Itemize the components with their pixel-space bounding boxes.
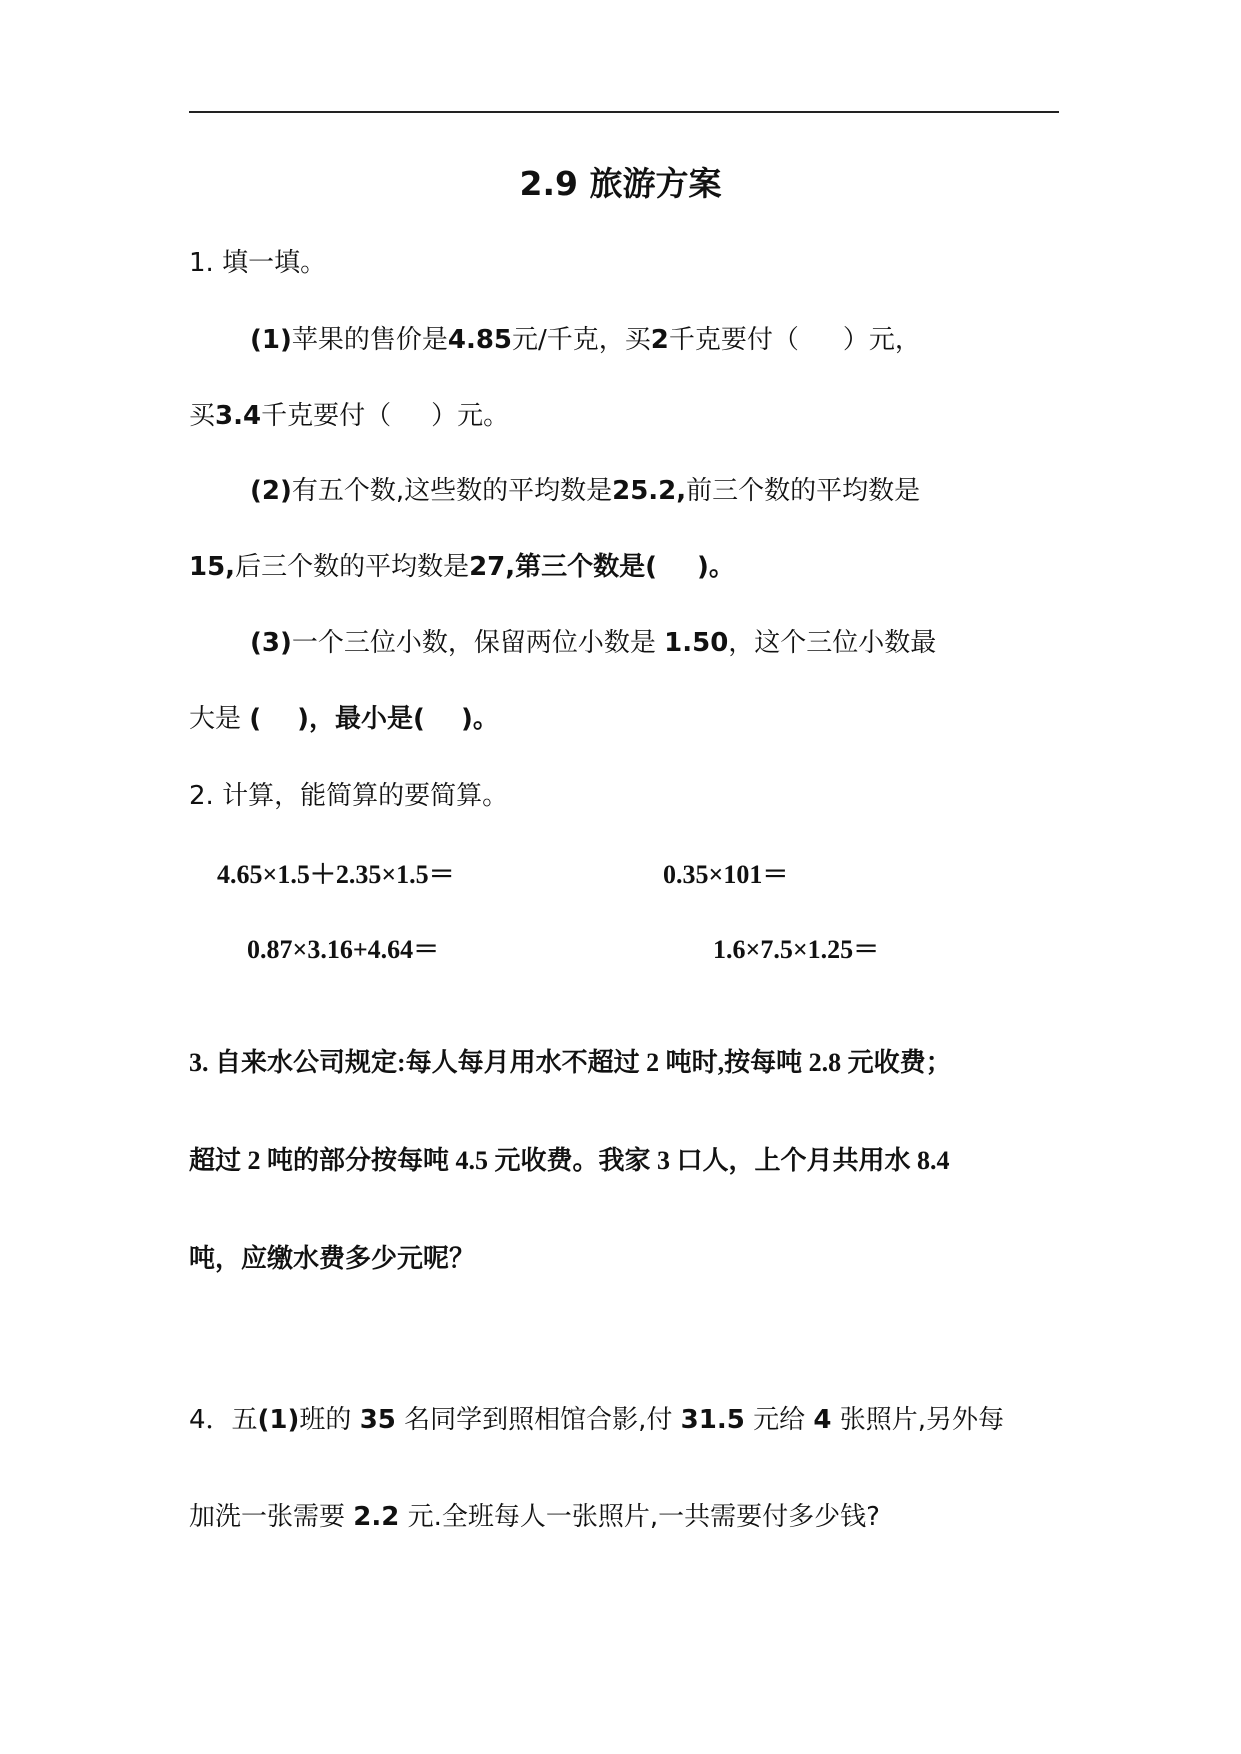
text: 苹果的售价是 — [291, 325, 448, 355]
text: 千克要付（ — [668, 325, 799, 355]
text: 元.全班每人一张照片,一共需要付多少钱? — [407, 1502, 880, 1532]
text: 名同学到照相馆合影,付 — [404, 1405, 673, 1435]
number: 31.5 — [680, 1405, 745, 1435]
q1-item2-line2 — [189, 550, 735, 584]
number: 4 — [813, 1405, 832, 1435]
text: )。 — [697, 552, 735, 582]
text: 张照片,另外每 — [839, 1405, 1004, 1435]
text: )。 — [460, 704, 499, 734]
q1-item3-line1 — [250, 626, 936, 660]
q3-line2: 超过 2 吨的部分按每吨 4.5 元收费。我家 3 口人，上个月共用水 8.4 — [189, 1146, 950, 1175]
text: 大是 — [189, 704, 242, 734]
q1-item3-number: (3) — [250, 628, 292, 658]
text: 千克要付（ — [261, 401, 392, 431]
text: 买 — [189, 401, 216, 431]
text: ，这个三位小数最 — [728, 628, 937, 658]
number: 35 — [359, 1405, 396, 1435]
page-title: 2.9 旅游方案 — [519, 164, 722, 203]
number: 27, — [469, 552, 516, 582]
number: 2.2 — [353, 1502, 400, 1532]
q3-line1: 3. 自来水公司规定:每人每月用水不超过 2 吨时,按每吨 2.8 元收费； — [189, 1048, 952, 1077]
text: ）元。 — [431, 401, 510, 431]
q2-expression: 1.6×7.5×1.25＝ — [713, 935, 880, 964]
text: )，最小是( — [297, 704, 425, 734]
q1-item3-line2 — [189, 702, 499, 736]
text: 班的 — [299, 1405, 352, 1435]
text: 一个三位小数，保留两位小数是 — [291, 628, 656, 658]
text: 有五个数,这些数的平均数是 — [291, 476, 613, 506]
number: 1.50 — [664, 628, 729, 658]
number: 25.2, — [612, 476, 687, 506]
q4-line2 — [189, 1500, 880, 1534]
text: 4．五 — [189, 1405, 258, 1435]
number: 15, — [189, 552, 236, 582]
text: 第三个数是( — [515, 552, 658, 582]
q1-item2-line1 — [250, 474, 920, 508]
number: 3.4 — [215, 401, 262, 431]
text: 加洗一张需要 — [189, 1502, 346, 1532]
q2-heading: 2. 计算，能简算的要简算。 — [189, 781, 509, 811]
text: ）元， — [842, 325, 921, 355]
number: 2 — [650, 325, 669, 355]
q2-expression: 0.35×101＝ — [663, 860, 789, 889]
text: ( — [249, 704, 262, 734]
q1-item1-line1 — [250, 323, 921, 357]
q2-expression: 4.65×1.5＋2.35×1.5＝ — [217, 860, 455, 889]
text: 元/千克，买 — [512, 325, 651, 355]
text: 后三个数的平均数是 — [235, 552, 470, 582]
header-rule — [189, 111, 1059, 113]
q1-item1-number: (1) — [250, 325, 292, 355]
number: (1) — [257, 1405, 300, 1435]
q1-heading: 1. 填一填。 — [189, 248, 327, 278]
q1-item2-number: (2) — [250, 476, 292, 506]
q1-item1-line2 — [189, 399, 509, 433]
q2-expression: 0.87×3.16+4.64＝ — [247, 935, 440, 964]
q3-line3: 吨，应缴水费多少元呢？ — [189, 1244, 476, 1273]
number: 4.85 — [447, 325, 513, 355]
text: 前三个数的平均数是 — [686, 476, 921, 506]
q4-line1 — [189, 1403, 1004, 1437]
text: 元给 — [753, 1405, 806, 1435]
